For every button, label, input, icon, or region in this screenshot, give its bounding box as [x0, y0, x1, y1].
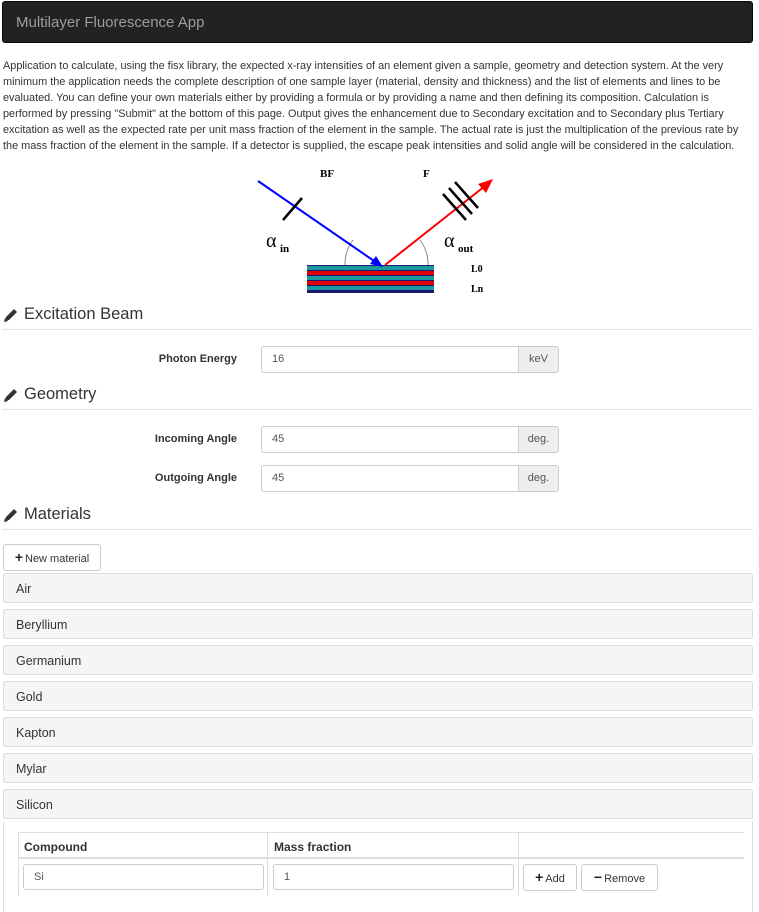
photon-energy-label: Photon Energy: [158, 353, 237, 365]
incoming-angle-input[interactable]: 45: [261, 426, 519, 453]
outgoing-angle-label: Outgoing Angle: [154, 472, 237, 484]
incoming-angle-label: Incoming Angle: [154, 433, 237, 445]
section-title: Excitation Beam: [24, 305, 144, 323]
incoming-angle-group: [261, 426, 559, 453]
add-label: Add: [545, 873, 565, 885]
material-panel-air[interactable]: [3, 573, 753, 603]
material-title: Kapton: [16, 726, 56, 740]
material-title: Air: [16, 582, 32, 596]
alpha-out-symbol: α: [444, 230, 455, 252]
photon-energy-input[interactable]: 16: [261, 346, 519, 373]
section-title: Materials: [24, 505, 91, 523]
material-panel-gold[interactable]: [3, 681, 753, 711]
alpha-in-symbol: α: [266, 230, 277, 252]
plus-icon: +: [14, 549, 23, 565]
bf-label: BF: [320, 168, 335, 180]
material-panel-silicon[interactable]: [3, 789, 753, 819]
material-panel-mylar[interactable]: [3, 753, 753, 783]
new-material-label: New material: [25, 553, 90, 565]
remove-compound-button[interactable]: [581, 864, 658, 891]
photon-energy-group: [261, 346, 559, 373]
incoming-angle-unit: deg.: [518, 426, 559, 453]
table-header-row: [18, 832, 744, 859]
material-title: Beryllium: [16, 618, 68, 632]
plus-icon: +: [535, 869, 544, 885]
intro-paragraph: Application to calculate, using the fisx library, the expected x-ray intensities of an element given a sample, geometry and detection system. At the very minimum the application needs the complete description of one sample layer (material, density and thickness) and the list of elements and lines to be evaluated. You can define your own materials either by providing a formula or by providing a name and then defining its composition. Calculation is performed by pressing "Submit" at the bottom of this page. Output gives the enhancement due to Secondary excitation and to Secondary plus Tertiary excitation as well as the expected rate per unit mass fraction of the element in the sample. The actual rate is just the multiplication of the previous rate by the mass fraction of the element in the sample. If a detector is supplied, the escape peak intensities and solid angle will be considered in the calculation.: [3, 60, 739, 152]
mass-fraction-input[interactable]: 1: [273, 864, 514, 890]
photon-energy-unit: keV: [518, 346, 559, 373]
table-border: [518, 832, 519, 896]
pencil-icon: [2, 386, 20, 404]
alpha-out-sub: out: [458, 243, 474, 255]
material-title: Silicon: [16, 798, 53, 812]
silicon-composition-body: [3, 822, 753, 912]
new-material-button[interactable]: [3, 544, 101, 571]
app-navbar: [2, 1, 753, 43]
material-panel-beryllium[interactable]: [3, 609, 753, 639]
layer-top-label: L0: [471, 264, 483, 275]
section-geometry: [2, 384, 753, 410]
material-panel-kapton[interactable]: [3, 717, 753, 747]
material-panel-germanium[interactable]: [3, 645, 753, 675]
mass-fraction-header: Mass fraction: [274, 840, 352, 854]
minus-icon: −: [593, 869, 603, 885]
section-title: Geometry: [24, 385, 97, 403]
outgoing-angle-input[interactable]: 45: [261, 465, 519, 492]
pencil-icon: [2, 506, 20, 524]
outgoing-angle-group: [261, 465, 559, 492]
section-excitation-beam: [2, 304, 753, 330]
table-border: [18, 832, 19, 896]
outgoing-angle-unit: deg.: [518, 465, 559, 492]
layer-bottom-label: Ln: [471, 284, 484, 295]
f-label: F: [423, 168, 430, 180]
material-title: Mylar: [16, 762, 47, 776]
table-border: [267, 832, 268, 896]
remove-label: Remove: [604, 873, 646, 885]
pencil-icon: [2, 306, 20, 324]
compound-header: Compound: [24, 840, 88, 854]
material-title: Germanium: [16, 654, 82, 668]
geometry-diagram: [250, 162, 510, 302]
add-compound-button[interactable]: [523, 864, 577, 891]
material-title: Gold: [16, 690, 43, 704]
section-materials: [2, 504, 753, 530]
compound-input[interactable]: Si: [23, 864, 264, 890]
app-title[interactable]: Multilayer Fluorescence App: [16, 14, 205, 31]
alpha-in-sub: in: [280, 243, 290, 255]
